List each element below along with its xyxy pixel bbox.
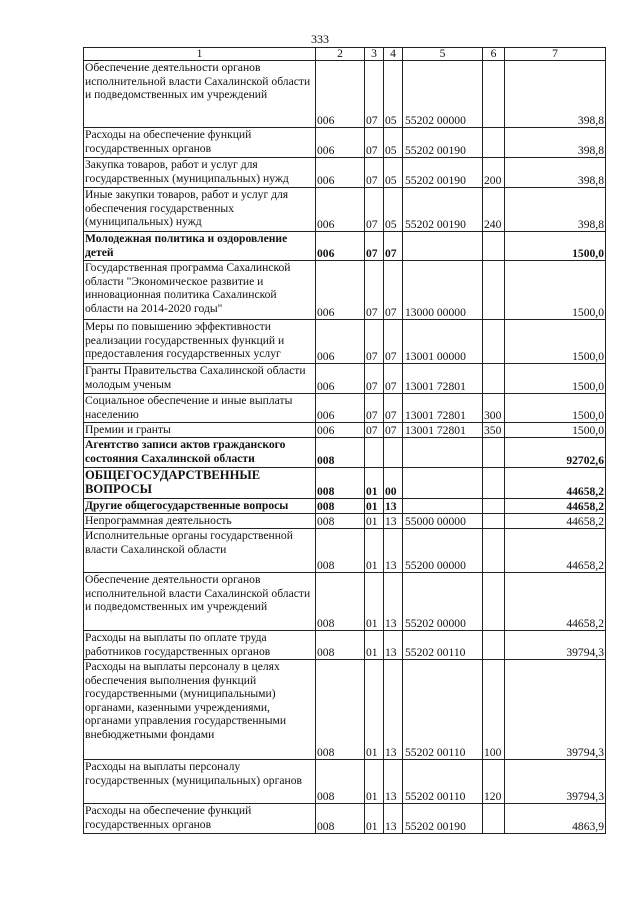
cell-amount: 398,8 [505,188,606,232]
cell-expense-type: 120 [483,760,505,804]
cell-name: Государственная программа Сахалинской области "Экономическое развитие и инновационная политика Сахалинской области на 2014-2020 годы" [84,261,316,320]
cell-target-article: 13001 72801 [403,423,483,438]
cell-subsection: 13 [384,660,403,760]
cell-name: Социальное обеспечение и иные выплаты населению [84,394,316,423]
cell-name: Непрограммная деятельность [84,514,316,529]
cell-expense-type [483,61,505,128]
cell-amount: 44658,2 [505,514,606,529]
cell-section: 07 [365,364,384,394]
cell-section: 01 [365,529,384,573]
cell-name: Расходы на обеспечение функций государственных органов [84,128,316,158]
cell-subsection: 13 [384,760,403,804]
cell-grbs: 008 [316,499,365,514]
table-row [84,631,606,660]
table-row [84,660,606,760]
table-row [84,394,606,423]
cell-subsection: 07 [384,423,403,438]
cell-section: 07 [365,188,384,232]
cell-target-article: 55202 00000 [403,61,483,128]
cell-grbs: 006 [316,423,365,438]
cell-grbs: 008 [316,514,365,529]
cell-grbs: 006 [316,394,365,423]
cell-target-article [403,499,483,514]
cell-name: Премии и гранты [84,423,316,438]
cell-target-article: 13001 00000 [403,320,483,364]
cell-name: Гранты Правительства Сахалинской области молодым ученым [84,364,316,394]
cell-target-article: 55000 00000 [403,514,483,529]
table-row [84,261,606,320]
table-row [84,364,606,394]
cell-target-article: 55202 00190 [403,188,483,232]
cell-amount: 398,8 [505,61,606,128]
cell-section: 01 [365,660,384,760]
cell-amount: 398,8 [505,158,606,188]
cell-grbs: 006 [316,364,365,394]
cell-name: Другие общегосударственные вопросы [84,499,316,514]
cell-expense-type [483,232,505,261]
cell-section: 01 [365,804,384,834]
header-col-5: 5 [403,48,483,61]
cell-target-article: 55202 00110 [403,631,483,660]
cell-name: Расходы на обеспечение функций государственных органов [84,804,316,834]
cell-name: Расходы на выплаты по оплате труда работников государственных органов [84,631,316,660]
cell-subsection: 05 [384,158,403,188]
cell-amount: 44658,2 [505,468,606,499]
cell-section: 01 [365,499,384,514]
header-col-3: 3 [365,48,384,61]
cell-section: 01 [365,468,384,499]
cell-section: 01 [365,760,384,804]
cell-grbs: 008 [316,573,365,631]
cell-expense-type [483,804,505,834]
cell-name: ОБЩЕГОСУДАРСТВЕННЫЕ ВОПРОСЫ [84,468,316,499]
cell-amount: 1500,0 [505,261,606,320]
cell-expense-type [483,631,505,660]
cell-section: 07 [365,394,384,423]
cell-target-article [403,232,483,261]
cell-subsection: 13 [384,529,403,573]
cell-target-article: 13000 00000 [403,261,483,320]
header-col-1: 1 [84,48,316,61]
cell-expense-type [483,573,505,631]
table-row [84,760,606,804]
cell-target-article: 55202 00000 [403,573,483,631]
page-number: 333 [311,32,329,46]
cell-name: Обеспечение деятельности органов исполнительной власти Сахалинской области и подведомственных им учреждений [84,573,316,631]
cell-subsection: 07 [384,320,403,364]
cell-subsection [384,438,403,468]
cell-grbs: 006 [316,232,365,261]
cell-amount: 39794,3 [505,660,606,760]
header-col-4: 4 [384,48,403,61]
cell-amount: 1500,0 [505,320,606,364]
cell-amount: 398,8 [505,128,606,158]
cell-subsection: 05 [384,128,403,158]
cell-section [365,438,384,468]
cell-section: 07 [365,423,384,438]
header-col-2: 2 [316,48,365,61]
cell-expense-type [483,364,505,394]
cell-amount: 1500,0 [505,232,606,261]
cell-target-article: 55202 00190 [403,804,483,834]
cell-grbs: 006 [316,158,365,188]
cell-grbs: 008 [316,438,365,468]
cell-subsection: 07 [384,364,403,394]
cell-grbs: 006 [316,261,365,320]
cell-subsection: 13 [384,514,403,529]
table-row [84,61,606,128]
cell-expense-type [483,514,505,529]
cell-name: Расходы на выплаты персоналу государственных (муниципальных) органов [84,760,316,804]
cell-name: Агентство записи актов гражданского состояния Сахалинской области [84,438,316,468]
header-col-7: 7 [505,48,606,61]
cell-amount: 1500,0 [505,423,606,438]
cell-subsection: 05 [384,188,403,232]
cell-subsection: 13 [384,499,403,514]
cell-grbs: 006 [316,128,365,158]
table-row [84,573,606,631]
table-row [84,158,606,188]
table-row [84,499,606,514]
cell-section: 07 [365,128,384,158]
cell-expense-type [483,261,505,320]
cell-subsection: 05 [384,61,403,128]
cell-target-article: 55202 00190 [403,158,483,188]
table-row [84,128,606,158]
cell-section: 07 [365,61,384,128]
cell-expense-type: 350 [483,423,505,438]
table-row [84,232,606,261]
cell-grbs: 008 [316,804,365,834]
cell-name: Исполнительные органы государственной власти Сахалинской области [84,529,316,573]
cell-amount: 44658,2 [505,499,606,514]
cell-subsection: 07 [384,261,403,320]
cell-section: 01 [365,631,384,660]
cell-subsection: 07 [384,232,403,261]
header-col-6: 6 [483,48,505,61]
cell-amount: 1500,0 [505,394,606,423]
cell-grbs: 008 [316,760,365,804]
cell-expense-type: 240 [483,188,505,232]
cell-amount: 39794,3 [505,631,606,660]
cell-name: Молодежная политика и оздоровление детей [84,232,316,261]
cell-target-article: 55202 00190 [403,128,483,158]
cell-section: 07 [365,232,384,261]
cell-grbs: 008 [316,468,365,499]
cell-amount: 39794,3 [505,760,606,804]
table-row [84,423,606,438]
cell-target-article [403,468,483,499]
table-row [84,188,606,232]
table-row [84,514,606,529]
table-header-row [84,48,606,61]
cell-amount: 92702,6 [505,438,606,468]
cell-name: Иные закупки товаров, работ и услуг для обеспечения государственных (муниципальных) нужд [84,188,316,232]
cell-section: 01 [365,514,384,529]
cell-subsection: 13 [384,573,403,631]
cell-subsection: 00 [384,468,403,499]
cell-expense-type: 300 [483,394,505,423]
cell-expense-type [483,499,505,514]
cell-target-article [403,438,483,468]
table-row [84,804,606,834]
cell-name: Расходы на выплаты персоналу в целях обеспечения выполнения функций государственными (муниципальными) органами, казенными учреждениями, органами управления государственными внебюджетными фондами [84,660,316,760]
cell-target-article: 13001 72801 [403,394,483,423]
cell-grbs: 008 [316,529,365,573]
cell-section: 07 [365,261,384,320]
cell-expense-type [483,438,505,468]
budget-table [83,47,606,834]
cell-expense-type: 100 [483,660,505,760]
cell-target-article: 55202 00110 [403,760,483,804]
cell-section: 07 [365,320,384,364]
cell-amount: 4863,9 [505,804,606,834]
cell-section: 07 [365,158,384,188]
cell-grbs: 006 [316,61,365,128]
cell-target-article: 55202 00110 [403,660,483,760]
cell-grbs: 006 [316,320,365,364]
cell-amount: 1500,0 [505,364,606,394]
cell-name: Обеспечение деятельности органов исполнительной власти Сахалинской области и подведомственных им учреждений [84,61,316,128]
cell-section: 01 [365,573,384,631]
cell-expense-type [483,468,505,499]
table-row [84,320,606,364]
cell-grbs: 008 [316,660,365,760]
cell-subsection: 13 [384,804,403,834]
cell-subsection: 07 [384,394,403,423]
cell-expense-type: 200 [483,158,505,188]
cell-amount: 44658,2 [505,573,606,631]
cell-target-article: 13001 72801 [403,364,483,394]
cell-subsection: 13 [384,631,403,660]
table-row [84,529,606,573]
cell-expense-type [483,128,505,158]
cell-grbs: 008 [316,631,365,660]
cell-expense-type [483,320,505,364]
cell-name: Меры по повышению эффективности реализации государственных функций и предоставления государственных услуг [84,320,316,364]
cell-target-article: 55200 00000 [403,529,483,573]
cell-name: Закупка товаров, работ и услуг для государственных (муниципальных) нужд [84,158,316,188]
table-row [84,468,606,499]
cell-amount: 44658,2 [505,529,606,573]
cell-expense-type [483,529,505,573]
table-row [84,438,606,468]
cell-grbs: 006 [316,188,365,232]
